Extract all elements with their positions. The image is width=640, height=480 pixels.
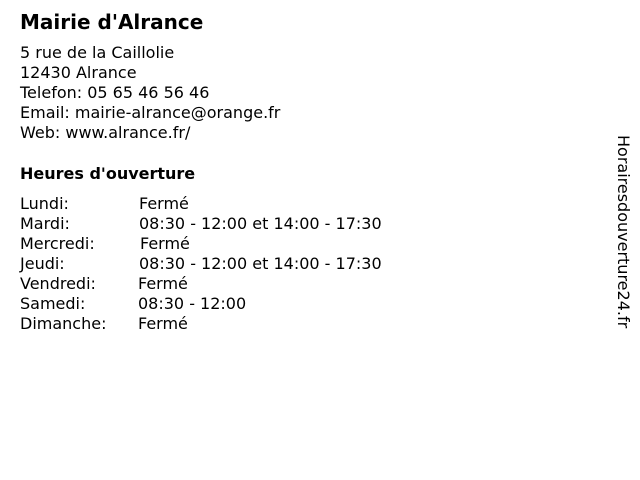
- business-name: Mairie d'Alrance: [20, 10, 204, 34]
- day-label: Jeudi:: [20, 254, 65, 273]
- day-label: Samedi:: [20, 294, 86, 313]
- site-credit-vertical: Horairesdouverture24.fr: [614, 135, 633, 329]
- address-block: [20, 43, 280, 143]
- hours-row-tuesday: [20, 214, 382, 234]
- hours-value: Fermé: [140, 234, 190, 253]
- hours-row-saturday: [20, 294, 247, 314]
- hours-heading: Heures d'ouverture: [20, 164, 196, 183]
- postal-city: 12430 Alrance: [20, 63, 137, 82]
- day-label: Vendredi:: [20, 274, 96, 293]
- day-label: Mercredi:: [20, 234, 95, 253]
- hours-row-thursday: [20, 254, 382, 274]
- hours-row-friday: [20, 274, 188, 294]
- hours-value: Fermé: [138, 274, 188, 293]
- hours-value: Fermé: [138, 314, 188, 333]
- email-line: Email: mairie-alrance@orange.fr: [20, 103, 281, 122]
- street-address: 5 rue de la Caillolie: [20, 43, 175, 62]
- phone-line: Telefon: 05 65 46 56 46: [20, 83, 210, 102]
- day-label: Dimanche:: [20, 314, 107, 333]
- hours-row-wednesday: [20, 234, 190, 254]
- hours-row-monday: [20, 194, 189, 214]
- hours-value: 08:30 - 12:00: [138, 294, 247, 313]
- hours-value: 08:30 - 12:00 et 14:00 - 17:30: [139, 214, 382, 233]
- day-label: Mardi:: [20, 214, 70, 233]
- day-label: Lundi:: [20, 194, 69, 213]
- hours-value: 08:30 - 12:00 et 14:00 - 17:30: [139, 254, 382, 273]
- hours-row-sunday: [20, 314, 188, 334]
- hours-value: Fermé: [139, 194, 189, 213]
- opening-hours-table: [20, 194, 382, 334]
- website-line: Web: www.alrance.fr/: [20, 123, 191, 142]
